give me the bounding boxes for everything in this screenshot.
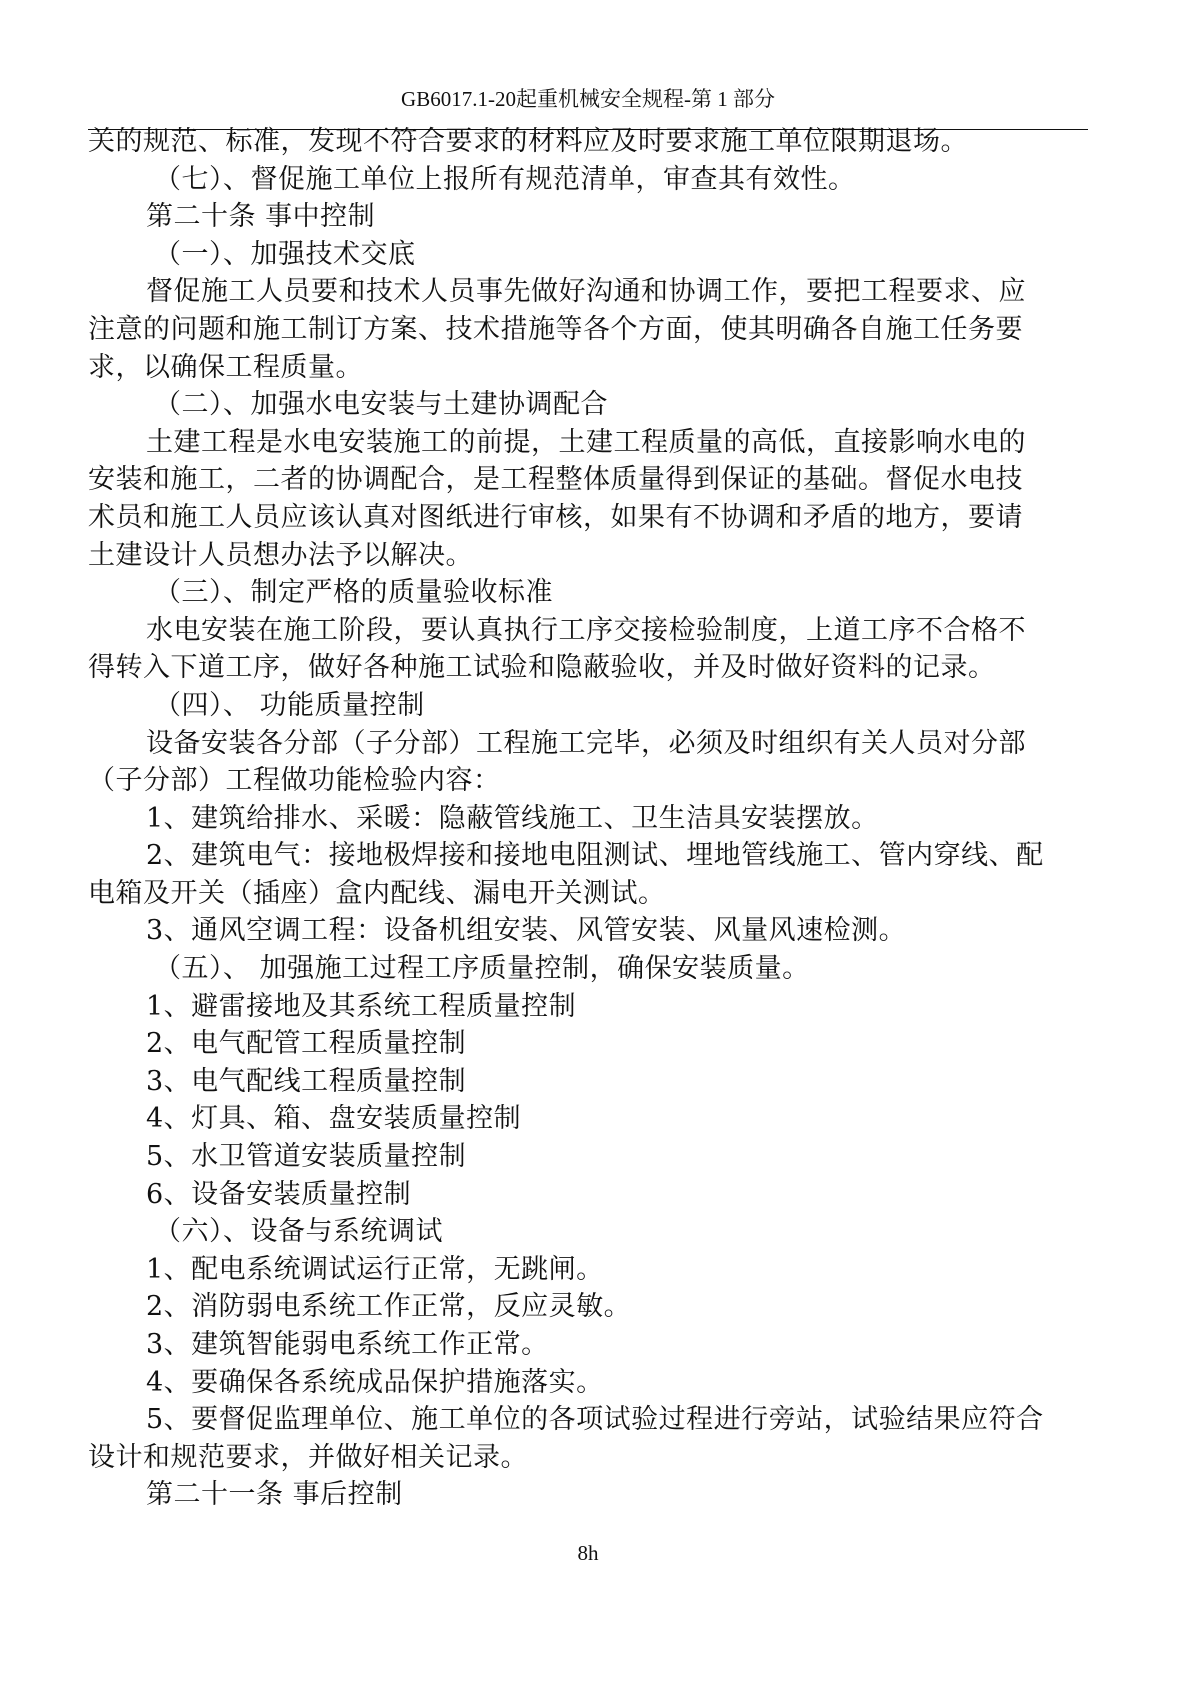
list-item: 6、设备安装质量控制 (146, 1178, 412, 1210)
text-line: 电箱及开关（插座）盒内配线、漏电开关测试。 (88, 877, 666, 909)
text-line: 得转入下道工序，做好各种施工试验和隐蔽验收，并及时做好资料的记录。 (88, 652, 996, 684)
subsection-heading: （五）、 加强施工过程工序质量控制，确保安装质量。 (154, 953, 810, 985)
list-item: 1、避雷接地及其系统工程质量控制 (146, 990, 577, 1022)
text-line: 土建设计人员想办法予以解决。 (88, 539, 473, 571)
subsection-heading: （三）、制定严格的质量验收标准 (154, 577, 553, 609)
subsection-heading: （一）、加强技术交底 (154, 238, 416, 270)
list-item: 5、水卫管道安装质量控制 (146, 1141, 467, 1173)
text-line: 术员和施工人员应该认真对图纸进行审核，如果有不协调和矛盾的地方，要请 (88, 501, 1023, 533)
text-line: 注意的问题和施工制订方案、技术措施等各个方面，使其明确各自施工任务要 (88, 313, 1023, 345)
list-item: 4、灯具、箱、盘安装质量控制 (146, 1103, 522, 1135)
list-item: 5、要督促监理单位、施工单位的各项试验过程进行旁站，试验结果应符合 (146, 1404, 1044, 1436)
body-text (88, 123, 1098, 1514)
text-line: 土建工程是水电安装施工的前提，土建工程质量的高低，直接影响水电的 (146, 426, 1026, 458)
list-item: 3、电气配线工程质量控制 (146, 1065, 467, 1097)
list-item: 1、配电系统调试运行正常，无跳闸。 (146, 1253, 604, 1285)
text-line: 求，以确保工程质量。 (88, 351, 363, 383)
text-line: （子分部）工程做功能检验内容： (88, 765, 501, 797)
section-heading: 第二十条 事中控制 (146, 201, 376, 233)
text-line: 设计和规范要求，并做好相关记录。 (88, 1441, 528, 1473)
list-item: 2、电气配管工程质量控制 (146, 1028, 467, 1060)
page-header: GB6017.1-20起重机械安全规程-第 1 部分 (401, 87, 775, 111)
list-item: 2、建筑电气：接地极焊接和接地电阻测试、埋地管线施工、管内穿线、配 (146, 840, 1044, 872)
list-item: 4、要确保各系统成品保护措施落实。 (146, 1366, 604, 1398)
text-line: 督促施工人员要和技术人员事先做好沟通和协调工作，要把工程要求、应 (146, 276, 1026, 308)
text-line: 安装和施工，二者的协调配合，是工程整体质量得到保证的基础。督促水电技 (88, 464, 1023, 496)
page-number: 8h (577, 1541, 599, 1565)
subsection-heading: （二）、加强水电安装与土建协调配合 (154, 389, 608, 421)
text-line: 设备安装各分部（子分部）工程施工完毕，必须及时组织有关人员对分部 (146, 727, 1026, 759)
section-heading: 第二十一条 事后控制 (146, 1479, 403, 1511)
subsection-heading: （六）、设备与系统调试 (154, 1216, 443, 1248)
text-line: 水电安装在施工阶段，要认真执行工序交接检验制度，上道工序不合格不 (146, 614, 1026, 646)
subsection-heading: （四）、 功能质量控制 (154, 689, 425, 721)
text-line: （七）、督促施工单位上报所有规范清单，审查其有效性。 (154, 163, 856, 195)
list-item: 3、通风空调工程：设备机组安装、风管安装、风量风速检测。 (146, 915, 907, 947)
list-item: 2、消防弱电系统工作正常，反应灵敏。 (146, 1291, 632, 1323)
list-item: 3、建筑智能弱电系统工作正常。 (146, 1329, 549, 1360)
list-item: 1、建筑给排水、采暖：隐蔽管线施工、卫生洁具安装摆放。 (146, 802, 879, 834)
text-line: 关的规范、标准，发现不符合要求的材料应及时要求施工单位限期退场。 (88, 126, 968, 157)
